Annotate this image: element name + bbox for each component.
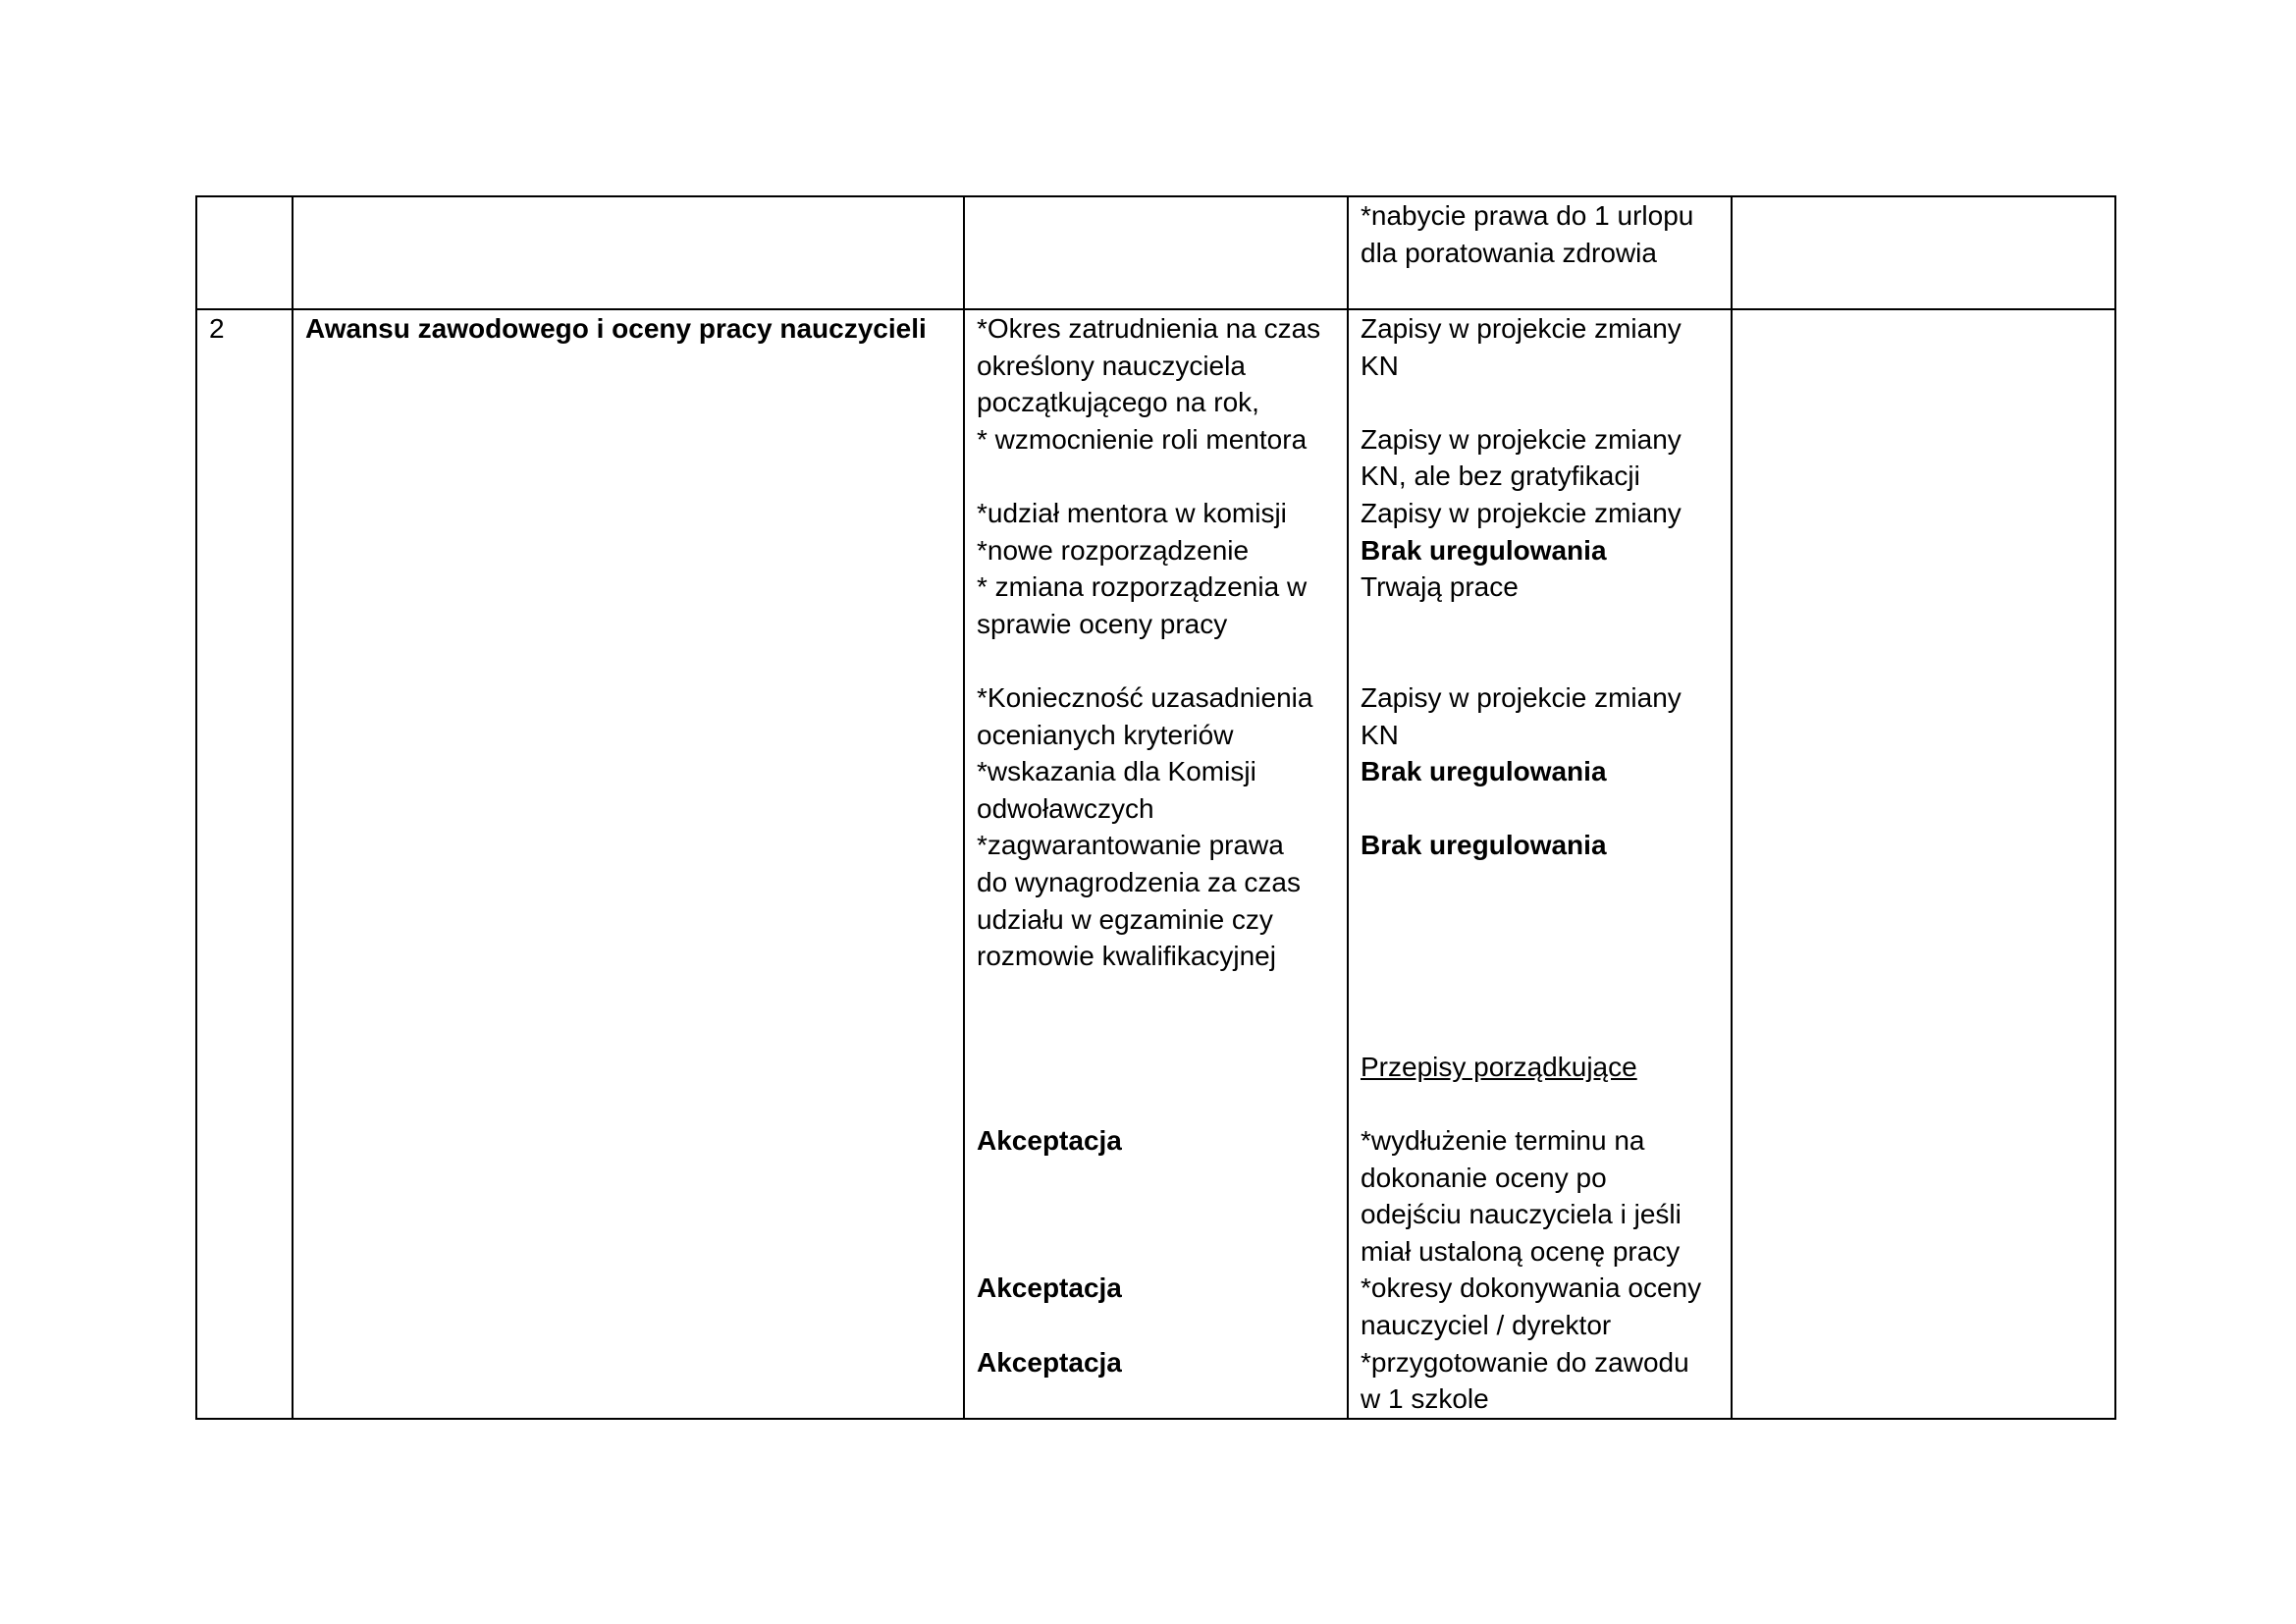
text-line: [977, 642, 1335, 679]
text-line: *Okres zatrudnienia na czas: [977, 313, 1321, 344]
text-line: [1361, 606, 1719, 643]
cell-status: [1348, 196, 1732, 309]
text-line: *wydłużenie terminu na: [1361, 1125, 1645, 1157]
cell-notes: [1732, 309, 2115, 1419]
row-title: Awansu zawodowego i oceny pracy nauczycieli: [305, 313, 927, 344]
text-line: [977, 1196, 1335, 1233]
text-line: * zmiana rozporządzenia w: [977, 571, 1308, 603]
text-line: [1361, 790, 1719, 828]
text-line: [1361, 864, 1719, 901]
cell-topic: [293, 196, 964, 309]
text-line: * wzmocnienie roli mentora: [977, 423, 1308, 455]
cell-number: [196, 309, 293, 1419]
acceptance-label: Akceptacja: [977, 1346, 1122, 1378]
row-number: 2: [209, 313, 225, 344]
text-line: [977, 1233, 1335, 1271]
text-line: odwoławczych: [977, 792, 1154, 824]
text-line: *udział mentora w komisji: [977, 497, 1287, 528]
text-line: [977, 975, 1335, 1012]
text-line: [1361, 1011, 1719, 1049]
text-line: rozmowie kwalifikacyjnej: [977, 941, 1276, 972]
section-heading: Przepisy porządkujące: [1361, 1051, 1637, 1082]
cell-number: [196, 196, 293, 309]
agreement-table: [195, 195, 2116, 1420]
text-line: Trwają prace: [1361, 571, 1519, 603]
text-line: [1361, 384, 1719, 421]
no-regulation-label: Brak uregulowania: [1361, 830, 1607, 861]
text-line: *okresy dokonywania oceny: [1361, 1272, 1702, 1304]
text-line: odejściu nauczyciela i jeśli: [1361, 1199, 1682, 1230]
text-line: [977, 458, 1335, 495]
text-line: udziału w egzaminie czy: [977, 903, 1273, 935]
text-line: [1361, 642, 1719, 679]
no-regulation-label: Brak uregulowania: [1361, 756, 1607, 787]
cell-status: [1348, 309, 1732, 1419]
text-line: KN: [1361, 719, 1399, 750]
text-line: [1361, 901, 1719, 939]
cell-topic: [293, 309, 964, 1419]
text-line: [1361, 938, 1719, 975]
text-line: *nowe rozporządzenie: [977, 534, 1250, 566]
cell-notes: [1732, 196, 2115, 309]
text-line: do wynagrodzenia za czas: [977, 866, 1301, 897]
text-line: [977, 1160, 1335, 1197]
text-line: sprawie oceny pracy: [977, 608, 1228, 639]
acceptance-label: Akceptacja: [977, 1125, 1122, 1157]
text-line: [977, 1307, 1335, 1344]
text-line: [1361, 1085, 1719, 1122]
text-line: ocenianych kryteriów: [977, 719, 1234, 750]
text-line: Zapisy w projekcie zmiany: [1361, 497, 1682, 528]
text-line: [977, 1011, 1335, 1049]
cell-postulates: [964, 309, 1348, 1419]
text-line: Zapisy w projekcie zmiany: [1361, 681, 1682, 713]
acceptance-label: Akceptacja: [977, 1272, 1122, 1304]
no-regulation-label: Brak uregulowania: [1361, 534, 1607, 566]
table-row: [196, 196, 2115, 309]
text-line: określony nauczyciela: [977, 350, 1246, 381]
text-line: [1361, 975, 1719, 1012]
text-line: *zagwarantowanie prawa: [977, 830, 1284, 861]
text-line: Zapisy w projekcie zmiany: [1361, 423, 1682, 455]
text-line: *nabycie prawa do 1 urlopu: [1361, 200, 1694, 231]
text-line: w 1 szkole: [1361, 1383, 1489, 1415]
cell-postulates: [964, 196, 1348, 309]
text-line: dla poratowania zdrowia: [1361, 237, 1657, 268]
text-line: *Konieczność uzasadnienia: [977, 681, 1313, 713]
text-line: [977, 1085, 1335, 1122]
text-line: Zapisy w projekcie zmiany: [1361, 313, 1682, 344]
text-line: miał ustaloną ocenę pracy: [1361, 1235, 1681, 1267]
text-line: nauczyciel / dyrektor: [1361, 1310, 1612, 1341]
text-line: KN, ale bez gratyfikacji: [1361, 460, 1640, 492]
text-line: KN: [1361, 350, 1399, 381]
table-row: [196, 309, 2115, 1419]
text-line: początkującego na rok,: [977, 387, 1259, 418]
text-line: [977, 1049, 1335, 1086]
text-line: *przygotowanie do zawodu: [1361, 1346, 1689, 1378]
text-line: *wskazania dla Komisji: [977, 756, 1256, 787]
text-line: dokonanie oceny po: [1361, 1162, 1607, 1193]
